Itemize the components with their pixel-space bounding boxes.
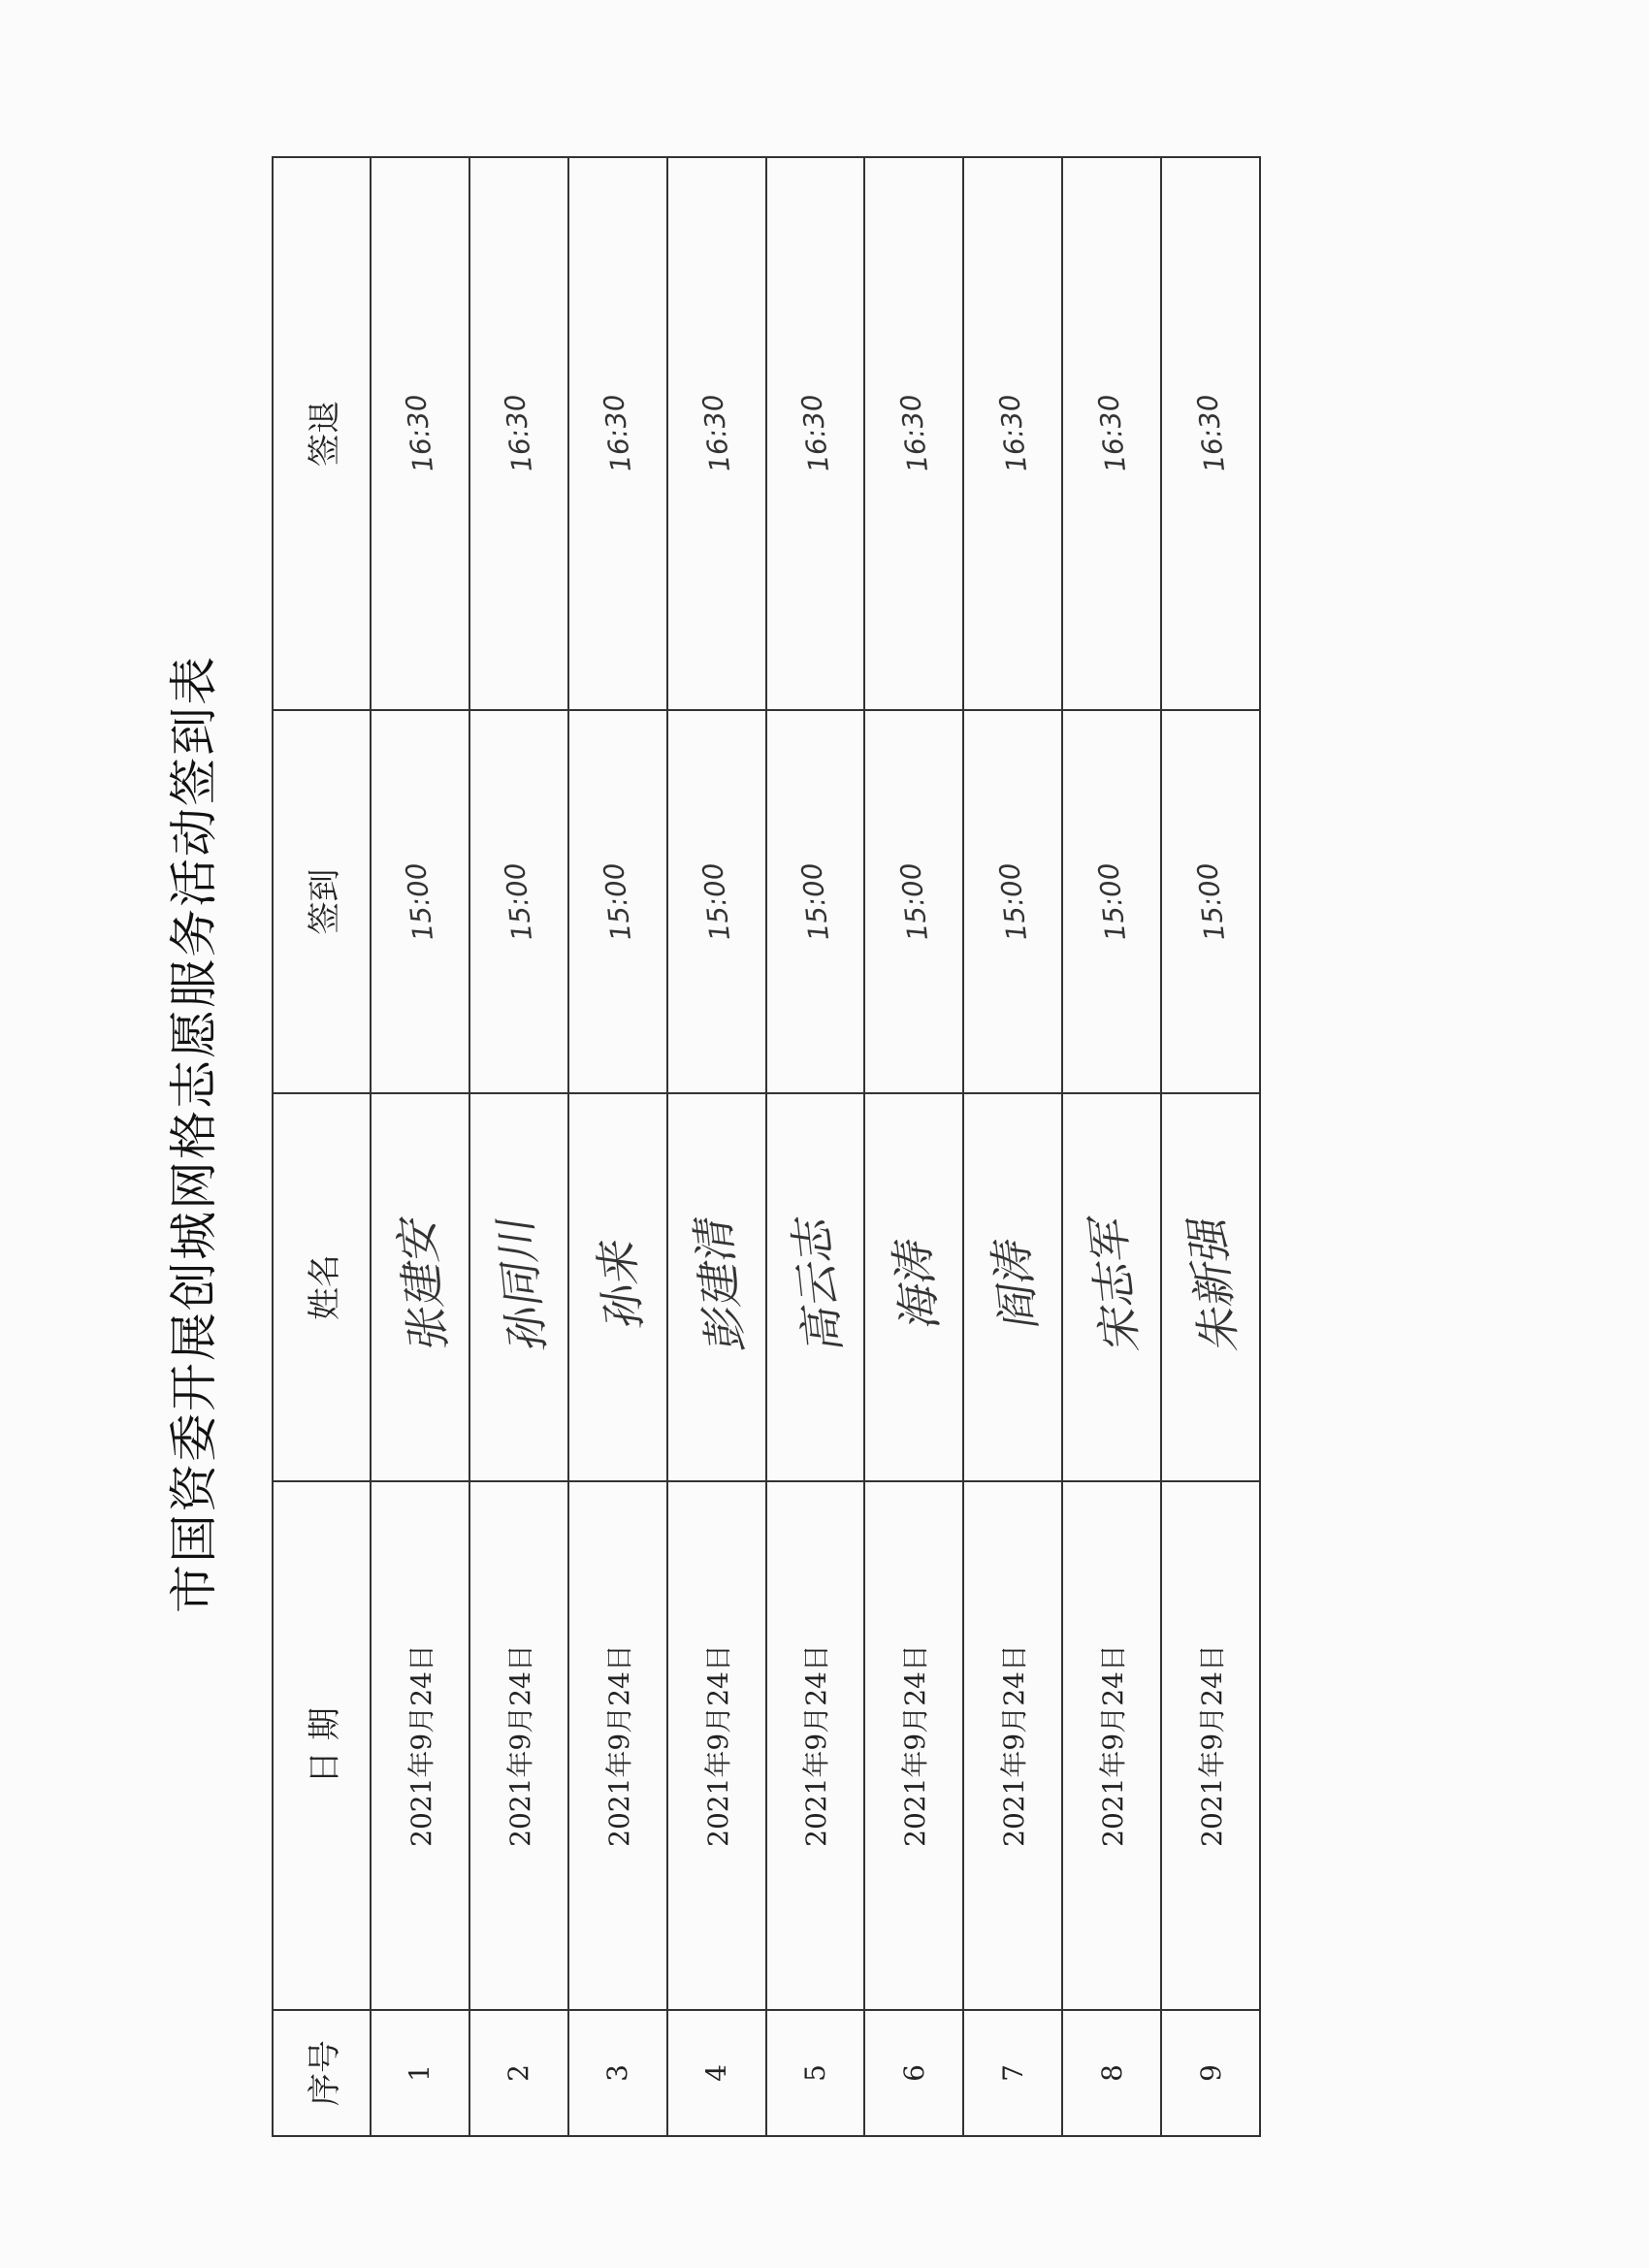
signature-name: 阎涛 bbox=[963, 1093, 1062, 1481]
signature-name: 孙同川 bbox=[469, 1093, 568, 1481]
sign-in-time: 15:00 bbox=[1161, 710, 1260, 1093]
header-sign-in: 签到 bbox=[273, 710, 371, 1093]
row-index: 5 bbox=[766, 2010, 865, 2136]
sign-out-time: 16:30 bbox=[1062, 157, 1161, 710]
row-index: 8 bbox=[1062, 2010, 1161, 2136]
row-index: 9 bbox=[1161, 2010, 1260, 2136]
table-row bbox=[667, 157, 766, 2136]
signature-name: 彭建清 bbox=[667, 1093, 766, 1481]
table-row bbox=[963, 157, 1062, 2136]
row-date: 2021年9月24日 bbox=[667, 1481, 766, 2010]
signature-name: 孙来 bbox=[568, 1093, 667, 1481]
row-date: 2021年9月24日 bbox=[864, 1481, 963, 2010]
table-row bbox=[766, 157, 865, 2136]
sign-out-time: 16:30 bbox=[864, 157, 963, 710]
table-row bbox=[469, 157, 568, 2136]
sign-out-time: 16:30 bbox=[469, 157, 568, 710]
table-row bbox=[1161, 157, 1260, 2136]
row-index: 7 bbox=[963, 2010, 1062, 2136]
sign-in-time: 15:00 bbox=[568, 710, 667, 1093]
sign-out-time: 16:30 bbox=[371, 157, 469, 710]
sign-in-time: 15:00 bbox=[469, 710, 568, 1093]
form-title: 市国资委开展创城网格志愿服务活动签到表 bbox=[166, 655, 222, 1613]
header-sign-out: 签退 bbox=[273, 157, 371, 710]
table-row bbox=[1062, 157, 1161, 2136]
sign-in-time: 15:00 bbox=[864, 710, 963, 1093]
table-row bbox=[371, 157, 469, 2136]
sign-in-time: 15:00 bbox=[766, 710, 865, 1093]
signature-name: 宋志军 bbox=[1062, 1093, 1161, 1481]
sign-in-time: 15:00 bbox=[371, 710, 469, 1093]
header-row bbox=[273, 157, 371, 2136]
signature-name: 海涛 bbox=[864, 1093, 963, 1481]
table-row bbox=[568, 157, 667, 2136]
row-index: 2 bbox=[469, 2010, 568, 2136]
row-index: 1 bbox=[371, 2010, 469, 2136]
header-name: 姓名 bbox=[273, 1093, 371, 1481]
sign-out-time: 16:30 bbox=[963, 157, 1062, 710]
row-index: 4 bbox=[667, 2010, 766, 2136]
signature-name: 张建安 bbox=[371, 1093, 469, 1481]
row-date: 2021年9月24日 bbox=[963, 1481, 1062, 2010]
sign-in-table bbox=[272, 156, 1261, 2137]
table-row bbox=[864, 157, 963, 2136]
row-date: 2021年9月24日 bbox=[1161, 1481, 1260, 2010]
header-index: 序号 bbox=[273, 2010, 371, 2136]
header-date: 日 期 bbox=[273, 1481, 371, 2010]
sign-out-time: 16:30 bbox=[568, 157, 667, 710]
rotated-form bbox=[97, 96, 1552, 2172]
sign-in-time: 15:00 bbox=[963, 710, 1062, 1093]
sign-in-time: 15:00 bbox=[667, 710, 766, 1093]
signature-name: 高云志 bbox=[766, 1093, 865, 1481]
row-index: 3 bbox=[568, 2010, 667, 2136]
row-date: 2021年9月24日 bbox=[766, 1481, 865, 2010]
row-date: 2021年9月24日 bbox=[568, 1481, 667, 2010]
row-date: 2021年9月24日 bbox=[1062, 1481, 1161, 2010]
sign-out-time: 16:30 bbox=[1161, 157, 1260, 710]
signature-name: 朱新强 bbox=[1161, 1093, 1260, 1481]
sign-out-time: 16:30 bbox=[766, 157, 865, 710]
sign-out-time: 16:30 bbox=[667, 157, 766, 710]
row-index: 6 bbox=[864, 2010, 963, 2136]
sign-in-time: 15:00 bbox=[1062, 710, 1161, 1093]
row-date: 2021年9月24日 bbox=[469, 1481, 568, 2010]
row-date: 2021年9月24日 bbox=[371, 1481, 469, 2010]
